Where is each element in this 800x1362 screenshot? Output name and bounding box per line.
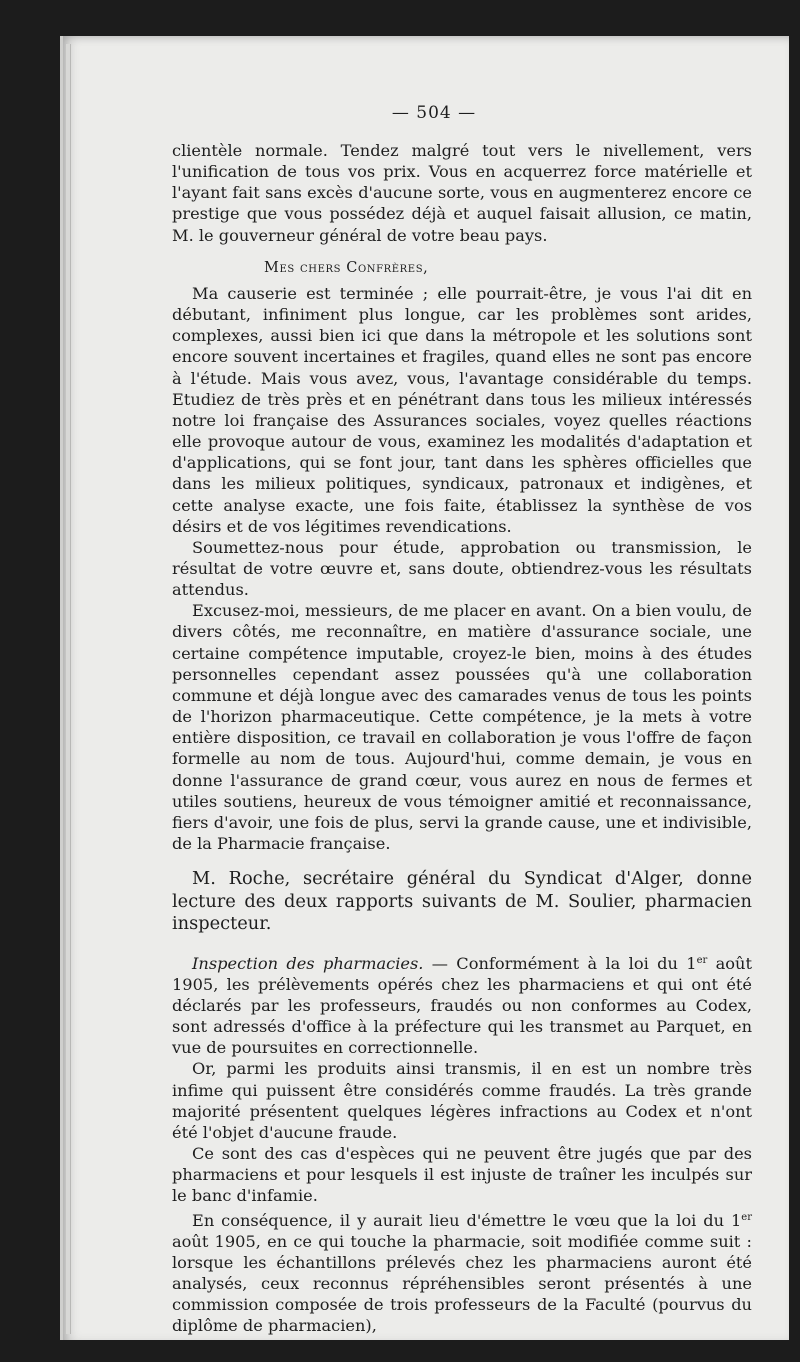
paragraph: Ce sont des cas d'espèces qui ne peuvent être jugés que par des pharmaciens et pour lesquels il est injuste de traîner les inculpés sur le banc d'infamie. [172,1144,752,1206]
paragraph: Inspection des pharmacies. — Conformément à la loi du 1er août 1905, les prélèvements opérés chez les pharmaciens et qui ont été déclarés par les professeurs, fraudés ou non conformes au Codex, sont adressés d'office à la préfecture qui les transmet au Parquet, en vue de poursuites en correctionnelle. [172,953,752,1058]
paragraph: En conséquence, il y aurait lieu d'émettre le vœu que la loi du 1er août 1905, en ce qui touche la pharmacie, soit modifiée comme suit : lorsque les échantillons prélevés chez les pharmaciens auront été analysés, ceux reconnus répréhensibles seront présentés à une commission composée de trois professeurs de la Faculté (pourvus du diplôme de pharmacien), [172,1210,752,1336]
paragraph: Or, parmi les produits ainsi transmis, il en est un nombre très infime qui puissent être considérés comme fraudés. La très grande majorité présentent quelques légères infractions au Codex et n'ont été l'objet d'aucune fraude. [172,1059,752,1142]
page-number: — 504 — [391,103,477,123]
salutation: Mes chers Confrères, [264,259,429,276]
page-edge [66,44,71,1334]
paragraph: Excusez-moi, messieurs, de me placer en avant. On a bien voulu, de divers côtés, me reconnaître, en matière d'assurance sociale, une certaine compétence imputable, croyez-le bien, moins à des études personnelles cependant assez poussées qu'à une collaboration commune et déjà longue avec des camarades venus de tous les points de l'horizon pharmaceutique. Cette compétence, je la mets à votre entière disposition, ce travail en collaboration je vous l'offre de façon formelle au nom de tous. Aujourd'hui, comme demain, je vous en donne l'assurance de grand cœur, vous aurez en nous de fermes et utiles soutiens, heureux de vous témoigner amitié et reconnaissance, fiers d'avoir, une fois de plus, servi la grande cause, une et indivisible, de la Pharmacie française. [172,601,752,853]
page-text [172,140,752,1336]
paragraph: Ma causerie est terminée ; elle pourrait-être, je vous l'ai dit en débutant, infiniment plus longue, car les problèmes sont arides, complexes, aussi bien ici que dans la métropole et les solutions sont encore souvent incertaines et fragiles, quand elles ne sont pas encore à l'étude. Mais vous avez, vous, l'avantage considérable du temps. Etudiez de très près et en pénétrant dans tous les milieux intéressés notre loi française des Assurances sociales, voyez quelles réactions elle provoque autour de vous, examinez les modalités d'adaptation et d'applications, qui se font jour, tant dans les sphères officielles que dans les milieux politiques, syndicaux, patronaux et indigènes, et cette analyse exacte, une fois faite, établissez la synthèse de vos désirs et de vos légitimes revendications. [172,283,752,536]
paragraph: clientèle normale. Tendez malgré tout vers le nivellement, vers l'unification de tous vos prix. Vous en acquerrez force matérielle et l'ayant fait sans excès d'aucune sorte, vous en augmenterez encore ce prestige que vous possédez déjà et auquel faisait allusion, ce matin, M. le gouverneur général de votre beau pays. [172,141,752,245]
paragraph: Soumettez-nous pour étude, approbation ou transmission, le résultat de votre œuvre et, sans doute, obtiendrez-vous les résultats attendus. [172,537,752,600]
section-title: Inspection des pharmacies. [192,953,424,973]
paragraph-announcement: M. Roche, secrétaire général du Syndicat d'Alger, donne lecture des deux rapports suivants de M. Soulier, pharmacien inspecteur. [172,868,752,935]
